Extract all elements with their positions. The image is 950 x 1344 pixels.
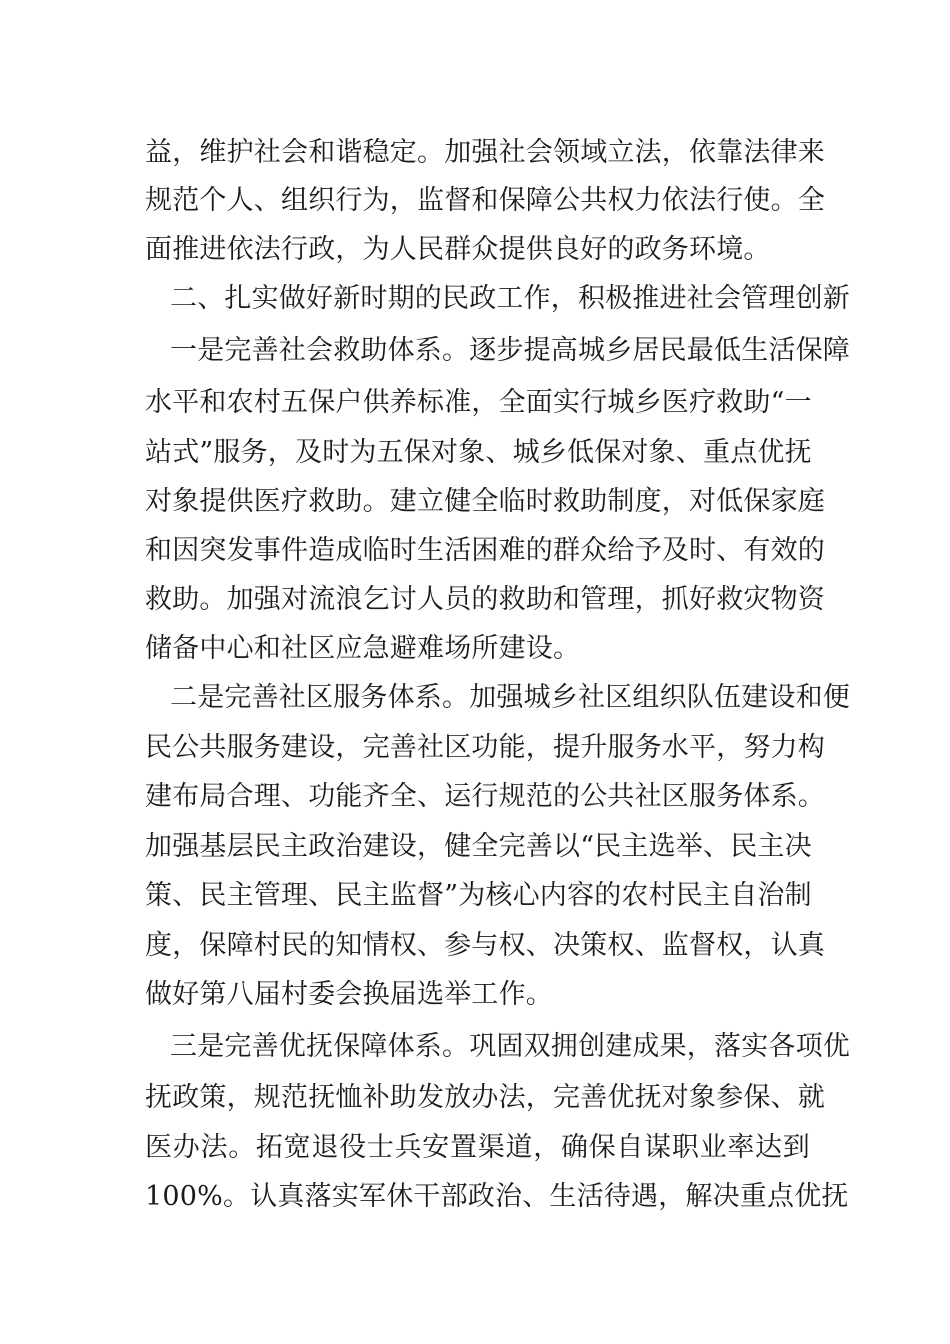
text-line: 做好第八届村委会换届选举工作。 — [145, 979, 553, 1010]
section-heading: 二、扎实做好新时期的民政工作，积极推进社会管理创新 — [170, 283, 850, 314]
text-line: 和因突发事件造成临时生活困难的群众给予及时、有效的 — [145, 535, 825, 566]
text-line: 策、民主管理、民主监督”为核心内容的农村民主自治制 — [145, 880, 812, 911]
text-line: 规范个人、组织行为，监督和保障公共权力依法行使。全 — [145, 185, 825, 216]
text-line: 建布局合理、功能齐全、运行规范的公共社区服务体系。 — [145, 781, 825, 812]
text-line: 医办法。拓宽退役士兵安置渠道，确保自谋职业率达到 — [145, 1132, 810, 1163]
text-line: 储备中心和社区应急避难场所建设。 — [145, 633, 581, 664]
text-line: 100%。认真落实军休干部政治、生活待遇，解决重点优抚 — [145, 1181, 849, 1212]
text-line: 对象提供医疗救助。建立健全临时救助制度，对低保家庭 — [145, 486, 825, 517]
text-line: 抚政策，规范抚恤补助发放办法，完善优抚对象参保、就 — [145, 1082, 825, 1113]
text-line: 站式”服务，及时为五保对象、城乡低保对象、重点优抚 — [145, 437, 812, 468]
text-line: 三是完善优抚保障体系。巩固双拥创建成果，落实各项优 — [170, 1031, 850, 1062]
text-line: 益，维护社会和谐稳定。加强社会领域立法，依靠法律来 — [145, 137, 825, 168]
text-line: 加强基层民主政治建设，健全完善以“民主选举、民主决 — [145, 831, 812, 862]
text-line: 水平和农村五保户供养标准，全面实行城乡医疗救助“一 — [145, 387, 812, 418]
text-line: 度，保障村民的知情权、参与权、决策权、监督权，认真 — [145, 930, 825, 961]
text-line: 一是完善社会救助体系。逐步提高城乡居民最低生活保障 — [170, 335, 850, 366]
text-line: 民公共服务建设，完善社区功能，提升服务水平，努力构 — [145, 732, 825, 763]
text-line: 救助。加强对流浪乞讨人员的救助和管理，抓好救灾物资 — [145, 584, 825, 615]
text-line: 二是完善社区服务体系。加强城乡社区组织队伍建设和便 — [170, 682, 850, 713]
text-line: 面推进依法行政，为人民群众提供良好的政务环境。 — [145, 234, 771, 265]
